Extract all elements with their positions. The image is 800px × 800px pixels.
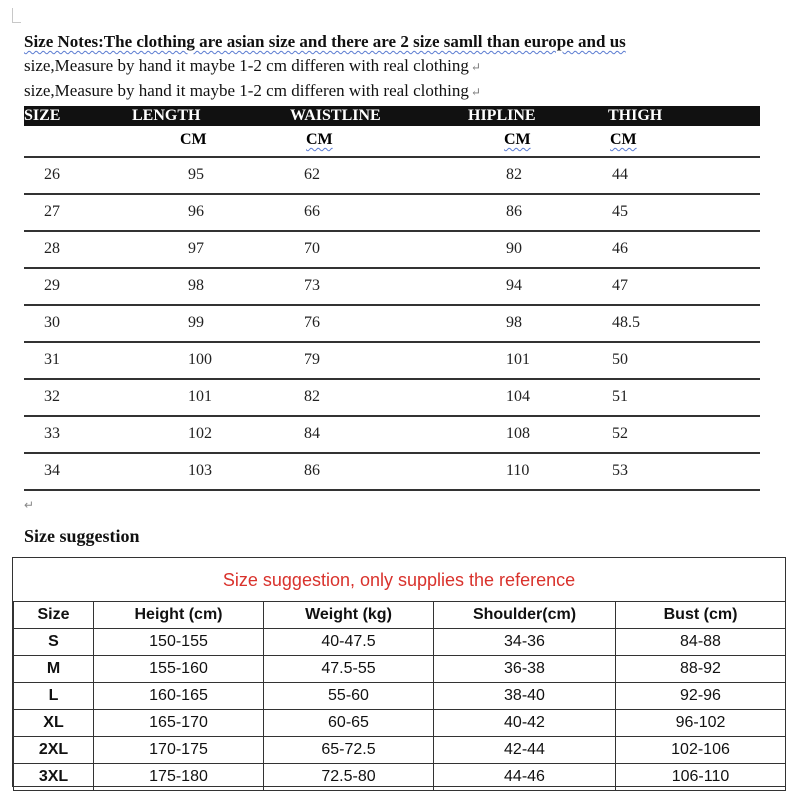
suggestion-cell-size: XL — [14, 710, 94, 737]
measurement-rows — [24, 158, 760, 491]
unit-waistline: CM — [306, 131, 333, 148]
cell-waistline: 79 — [304, 351, 320, 368]
measurement-table — [24, 106, 760, 491]
header-waistline: WAISTLINE — [290, 107, 381, 124]
suggestion-header-shoulder: Shoulder(cm) — [434, 602, 616, 629]
suggestion-cell-weight: 60-65 — [264, 710, 434, 737]
suggestion-cell-bust: 96-102 — [616, 710, 786, 737]
unit-thigh: CM — [610, 131, 637, 148]
suggestion-rows — [14, 629, 786, 791]
cell-size: 27 — [44, 203, 60, 220]
suggestion-cell-height: 165-170 — [94, 710, 264, 737]
measurement-row — [24, 380, 760, 417]
suggestion-cell-weight: 72.5-80 — [264, 764, 434, 791]
suggestion-cell-shoulder: 34-36 — [434, 629, 616, 656]
notes-line-1-text: Size Notes:The clothing are asian size and there are 2 size samll than europe and us — [24, 32, 626, 51]
cell-length: 100 — [188, 351, 212, 368]
cell-waistline: 86 — [304, 462, 320, 479]
suggestion-row — [14, 710, 786, 737]
paragraph-mark: ↵ — [24, 498, 35, 512]
cell-hipline: 110 — [506, 462, 530, 479]
suggestion-header-height: Height (cm) — [94, 602, 264, 629]
cell-hipline: 98 — [506, 314, 522, 331]
notes-line-2-text: size,Measure by hand it maybe 1-2 cm differen with real clothing — [24, 56, 469, 75]
suggestion-cell-bust: 92-96 — [616, 683, 786, 710]
suggestion-cell-size: S — [14, 629, 94, 656]
header-size: SIZE — [24, 107, 61, 124]
cell-hipline: 82 — [506, 166, 522, 183]
suggestion-table — [13, 601, 786, 791]
cell-size: 34 — [44, 462, 60, 479]
cell-waistline: 66 — [304, 203, 320, 220]
suggestion-row — [14, 656, 786, 683]
suggestion-cell-weight: 55-60 — [264, 683, 434, 710]
cell-length: 96 — [188, 203, 204, 220]
cell-length: 99 — [188, 314, 204, 331]
suggestion-cell-height: 160-165 — [94, 683, 264, 710]
measurement-row — [24, 306, 760, 343]
cell-thigh: 52 — [612, 425, 628, 442]
cell-thigh: 44 — [612, 166, 628, 183]
suggestion-cell-shoulder: 44-46 — [434, 764, 616, 791]
size-notes — [24, 30, 764, 104]
suggestion-cell-bust: 102-106 — [616, 737, 786, 764]
measurement-row — [24, 269, 760, 306]
measurement-header-row — [24, 106, 760, 126]
suggestion-row — [14, 737, 786, 764]
cell-waistline: 84 — [304, 425, 320, 442]
cell-size: 28 — [44, 240, 60, 257]
cell-length: 98 — [188, 277, 204, 294]
cell-waistline: 70 — [304, 240, 320, 257]
suggestion-cell-weight: 65-72.5 — [264, 737, 434, 764]
suggestion-cell-shoulder: 42-44 — [434, 737, 616, 764]
suggestion-header-row — [14, 602, 786, 629]
measurement-row — [24, 343, 760, 380]
notes-line-3-text: size,Measure by hand it maybe 1-2 cm differen with real clothing — [24, 81, 469, 100]
cell-hipline: 108 — [506, 425, 530, 442]
suggestion-cell-bust: 106-110 — [616, 764, 786, 791]
suggestion-header-weight: Weight (kg) — [264, 602, 434, 629]
cell-hipline: 86 — [506, 203, 522, 220]
suggestion-cell-size: M — [14, 656, 94, 683]
suggestion-row — [14, 629, 786, 656]
page-corner-mark — [12, 8, 21, 23]
cell-waistline: 82 — [304, 388, 320, 405]
cell-waistline: 73 — [304, 277, 320, 294]
cell-length: 97 — [188, 240, 204, 257]
cell-hipline: 90 — [506, 240, 522, 257]
unit-hipline: CM — [504, 131, 531, 148]
unit-length: CM — [180, 131, 207, 148]
cell-size: 30 — [44, 314, 60, 331]
cell-size: 26 — [44, 166, 60, 183]
cell-size: 29 — [44, 277, 60, 294]
suggestion-cell-bust: 84-88 — [616, 629, 786, 656]
suggestion-row — [14, 683, 786, 710]
header-thigh: THIGH — [608, 107, 663, 124]
measurement-units-row — [24, 126, 760, 158]
cell-waistline: 76 — [304, 314, 320, 331]
cell-size: 33 — [44, 425, 60, 442]
cell-thigh: 45 — [612, 203, 628, 220]
cell-hipline: 104 — [506, 388, 530, 405]
suggestion-cell-size: L — [14, 683, 94, 710]
cell-size: 32 — [44, 388, 60, 405]
suggestion-header-size: Size — [14, 602, 94, 629]
suggestion-cell-shoulder: 36-38 — [434, 656, 616, 683]
cell-waistline: 62 — [304, 166, 320, 183]
header-length: LENGTH — [132, 107, 201, 124]
measurement-row — [24, 454, 760, 491]
notes-line-3: size,Measure by hand it maybe 1-2 cm differen with real clothing ↵ — [24, 81, 481, 100]
cell-thigh: 51 — [612, 388, 628, 405]
cell-length: 103 — [188, 462, 212, 479]
cell-hipline: 101 — [506, 351, 530, 368]
header-hipline: HIPLINE — [468, 107, 536, 124]
notes-line-1 — [24, 30, 764, 54]
cell-size: 31 — [44, 351, 60, 368]
suggestion-cell-size: 3XL — [14, 764, 94, 791]
suggestion-cell-bust: 88-92 — [616, 656, 786, 683]
cell-length: 101 — [188, 388, 212, 405]
suggestion-row — [14, 764, 786, 791]
suggestion-cell-weight: 47.5-55 — [264, 656, 434, 683]
cell-thigh: 47 — [612, 277, 628, 294]
measurement-row — [24, 158, 760, 195]
suggestion-cell-weight: 40-47.5 — [264, 629, 434, 656]
suggestion-title: Size suggestion — [24, 526, 140, 546]
cell-thigh: 46 — [612, 240, 628, 257]
cell-thigh: 50 — [612, 351, 628, 368]
suggestion-cell-size: 2XL — [14, 737, 94, 764]
suggestion-cell-height: 155-160 — [94, 656, 264, 683]
cell-length: 102 — [188, 425, 212, 442]
cell-hipline: 94 — [506, 277, 522, 294]
cell-length: 95 — [188, 166, 204, 183]
suggestion-cell-height: 170-175 — [94, 737, 264, 764]
measurement-row — [24, 417, 760, 454]
suggestion-cell-height: 175-180 — [94, 764, 264, 791]
cell-thigh: 53 — [612, 462, 628, 479]
measurement-row — [24, 195, 760, 232]
suggestion-table-box — [12, 557, 786, 787]
measurement-row — [24, 232, 760, 269]
suggestion-cell-height: 150-155 — [94, 629, 264, 656]
suggestion-header-bust: Bust (cm) — [616, 602, 786, 629]
suggestion-caption: Size suggestion, only supplies the reference — [222, 570, 576, 590]
suggestion-cell-shoulder: 38-40 — [434, 683, 616, 710]
notes-line-2: size,Measure by hand it maybe 1-2 cm differen with real clothing ↵ — [24, 56, 481, 75]
suggestion-cell-shoulder: 40-42 — [434, 710, 616, 737]
cell-thigh: 48.5 — [612, 314, 640, 331]
